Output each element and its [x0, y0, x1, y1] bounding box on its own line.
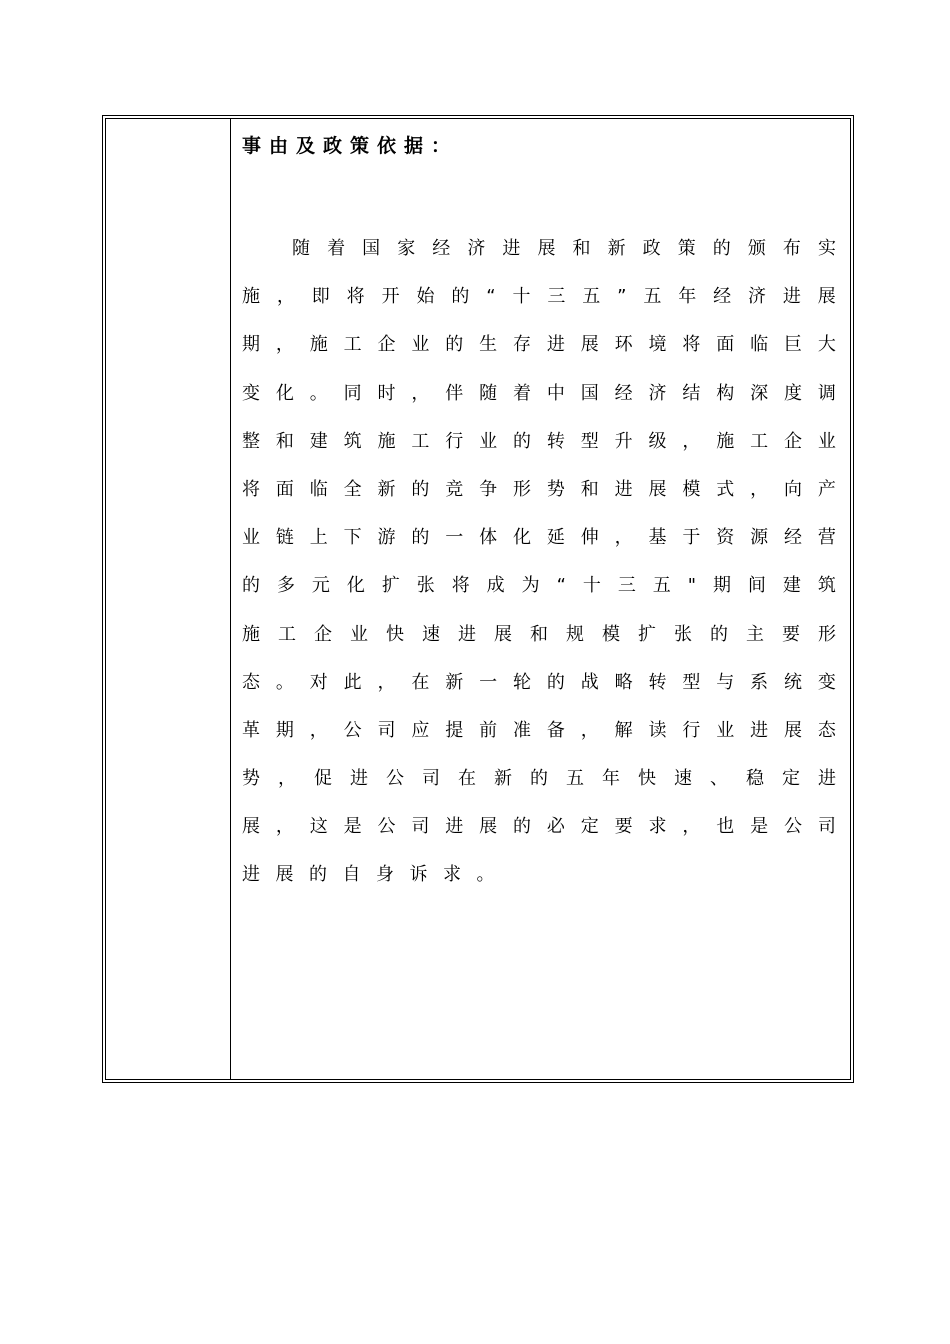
paragraph-line: 业 链 上 下 游 的 一 体 化 延 伸 ， 基 于 资 源 经 营	[242, 527, 836, 549]
paragraph-line: 的 多 元 化 扩 张 将 成 为 “ 十 三 五 " 期 间 建 筑	[242, 575, 836, 597]
paragraph-line: 施 工 企 业 快 速 进 展 和 规 模 扩 张 的 主 要 形	[242, 623, 836, 645]
paragraph-line: 期 ， 施 工 企 业 的 生 存 进 展 环 境 将 面 临 巨 大	[242, 334, 836, 356]
paragraph-line: 势 ， 促 进 公 司 在 新 的 五 年 快 速 、 稳 定 进	[242, 768, 836, 790]
paragraph-line: 随 着 国 家 经 济 进 展 和 新 政 策 的 颁 布 实	[292, 238, 836, 259]
paragraph-line: 革 期 ， 公 司 应 提 前 准 备 ， 解 读 行 业 进 展 态	[242, 719, 836, 741]
paragraph-line: 进 展 的 自 身 诉 求 。	[242, 864, 495, 886]
paragraph-line: 整 和 建 筑 施 工 行 业 的 转 型 升 级 ， 施 工 企 业	[242, 430, 836, 452]
policy-basis-paragraph	[242, 225, 836, 900]
paragraph-line: 变 化 。 同 时 ， 伴 随 着 中 国 经 济 结 构 深 度 调	[242, 382, 836, 404]
paragraph-line: 态 。 对 此 ， 在 新 一 轮 的 战 略 转 型 与 系 统 变	[242, 671, 836, 693]
form-table	[102, 115, 854, 1083]
paragraph-line: 展 ， 这 是 公 司 进 展 的 必 定 要 求 ， 也 是 公 司	[242, 816, 836, 838]
form-table-inner-border	[105, 118, 851, 1080]
column-divider	[230, 119, 231, 1079]
paragraph-line: 将 面 临 全 新 的 竞 争 形 势 和 进 展 模 式 ， 向 产	[242, 478, 836, 500]
section-heading: 事由及政策依据：	[242, 135, 459, 157]
paragraph-line: 施 ， 即 将 开 始 的 “ 十 三 五 ” 五 年 经 济 进 展	[242, 286, 836, 308]
